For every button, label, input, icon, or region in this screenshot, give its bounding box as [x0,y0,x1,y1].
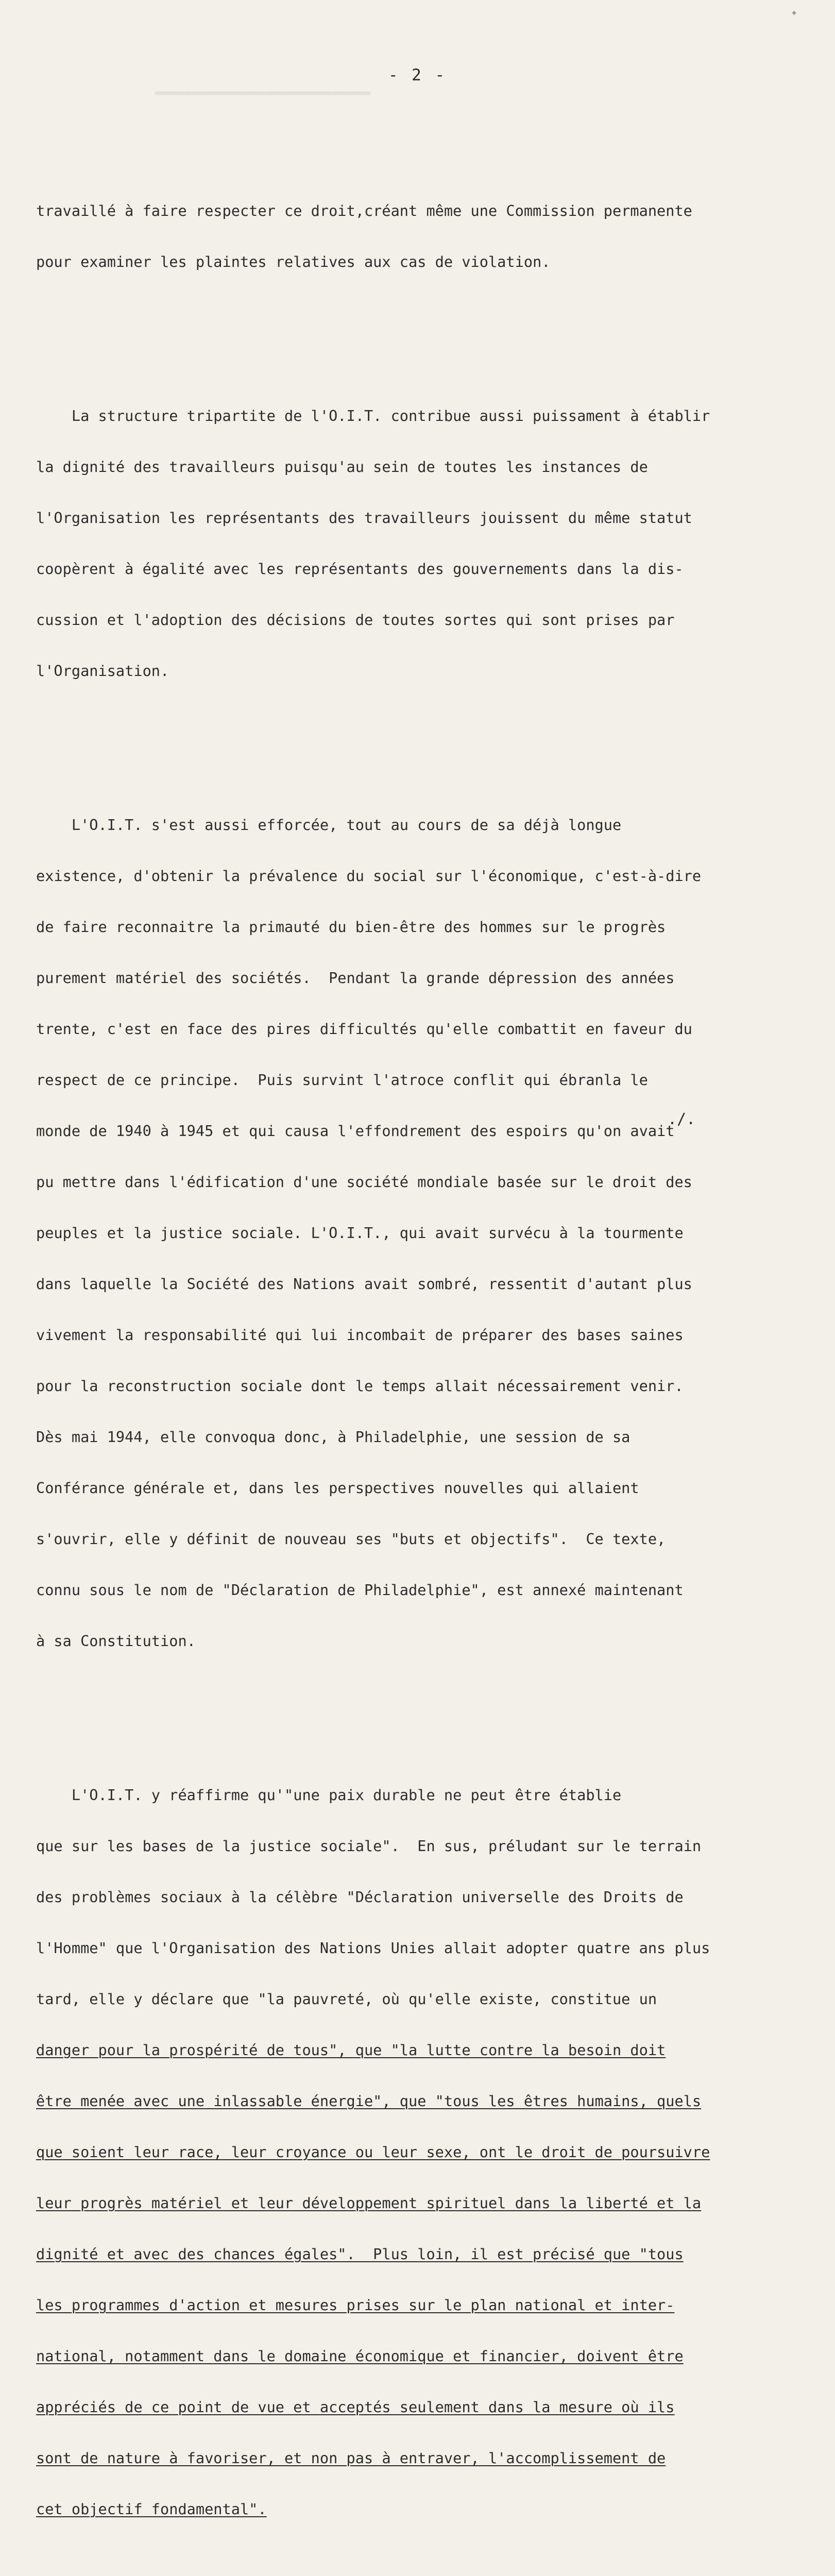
continuation-mark: ./. [668,1110,696,1128]
text-line-underlined: danger pour la prospérité de tous", que "la lutte contre la besoin doit [36,2041,666,2059]
text-line: l'Organisation. [36,662,169,680]
text-line-underlined: sont de nature à favoriser, et non pas à entraver, l'accomplissement de [36,2449,666,2467]
paragraph-3 [36,783,809,1684]
text-line: coopèrent à égalité avec les représentants des gouvernements dans la dis- [36,560,684,578]
text-line: L'O.I.T. y réaffirme qu'"une paix durable ne peut être établie [36,1786,622,1804]
paper-speck: ✦ [791,6,798,19]
text-line: l'Organisation les représentants des travailleurs jouissent du même statut [36,509,692,527]
text-line: pour examiner les plaintes relatives aux cas de violation. [36,253,551,270]
text-line: respect de ce principe. Puis survint l'atroce conflit qui ébranla le [36,1071,648,1089]
paragraph-4 [36,1753,809,2552]
text-line: connu sous le nom de "Déclaration de Philadelphie", est annexé maintenant [36,1581,684,1599]
text-line: monde de 1940 à 1945 et qui causa l'effondrement des espoirs qu'on avait [36,1122,675,1140]
text-line: vivement la responsabilité qui lui incombait de préparer des bases saines [36,1326,684,1344]
text-line: à sa Constitution. [36,1632,196,1650]
text-line-underlined: cet objectif fondamental". [36,2500,267,2518]
text-line: trente, c'est en face des pires difficultés qu'elle combattit en faveur du [36,1020,692,1038]
text-line: de faire reconnaitre la primauté du bien-être des hommes sur le progrès [36,918,666,936]
text-line: tard, elle y déclare que "la pauvreté, où qu'elle existe, constitue un [36,1990,657,2008]
text-line: pu mettre dans l'édification d'une société mondiale basée sur le droit des [36,1173,692,1191]
text-line-underlined: leur progrès matériel et leur développement spirituel dans la liberté et la [36,2194,702,2212]
text-line: Dès mai 1944, elle convoqua donc, à Philadelphie, une session de sa [36,1428,630,1446]
paragraph-1 [36,168,809,304]
text-line-underlined: que soient leur race, leur croyance ou leur sexe, ont le droit de poursuivre [36,2143,710,2161]
paragraph-2 [36,374,809,714]
text-line-underlined: les programmes d'action et mesures prises sur le plan national et inter- [36,2296,675,2314]
text-line: pour la reconstruction sociale dont le temps allait nécessairement venir. [36,1377,684,1395]
text-line: peuples et la justice sociale. L'O.I.T., qui avait survécu à la tourmente [36,1224,684,1242]
text-line-underlined: dignité et avec des chances égales". Plus loin, il est précisé que "tous [36,2245,684,2263]
text-line: s'ouvrir, elle y définit de nouveau ses "buts et objectifs". Ce texte, [36,1530,666,1548]
document-body [36,117,809,2576]
page-number: - 2 - [388,66,447,84]
text-line: existence, d'obtenir la prévalence du social sur l'économique, c'est-à-dire [36,867,702,885]
text-line: la dignité des travailleurs puisqu'au sein de toutes les instances de [36,458,648,476]
text-line: dans laquelle la Société des Nations avait sombré, ressentit d'autant plus [36,1275,692,1293]
text-line-underlined: appréciés de ce point de vue et acceptés seulement dans la mesure où ils [36,2398,675,2416]
bleed-through-shadow: ▬▬▬▬▬▬▬▬▬▬▬▬▬▬▬▬▬▬▬▬▬▬▬▬▬▬▬▬▬ [155,85,371,99]
text-line: travaillé à faire respecter ce droit,créant même une Commission permanente [36,202,692,219]
text-line: que sur les bases de la justice sociale". En sus, préludant sur le terrain [36,1837,702,1855]
text-line: des problèmes sociaux à la célèbre "Déclaration universelle des Droits de [36,1888,684,1906]
text-line: L'O.I.T. s'est aussi efforcée, tout au cours de sa déjà longue [36,816,622,834]
text-line: cussion et l'adoption des décisions de toutes sortes qui sont prises par [36,611,675,629]
text-line-underlined: être menée avec une inlassable énergie", que "tous les êtres humains, quels [36,2092,702,2110]
text-line: Conférance générale et, dans les perspectives nouvelles qui allaient [36,1479,639,1497]
text-line: purement matériel des sociétés. Pendant la grande dépression des années [36,969,675,987]
text-line: l'Homme" que l'Organisation des Nations Unies allait adopter quatre ans plus [36,1939,710,1957]
text-line-underlined: national, notamment dans le domaine économique et financier, doivent être [36,2347,684,2365]
text-line: La structure tripartite de l'O.I.T. contribue aussi puissament à établir [36,407,710,425]
